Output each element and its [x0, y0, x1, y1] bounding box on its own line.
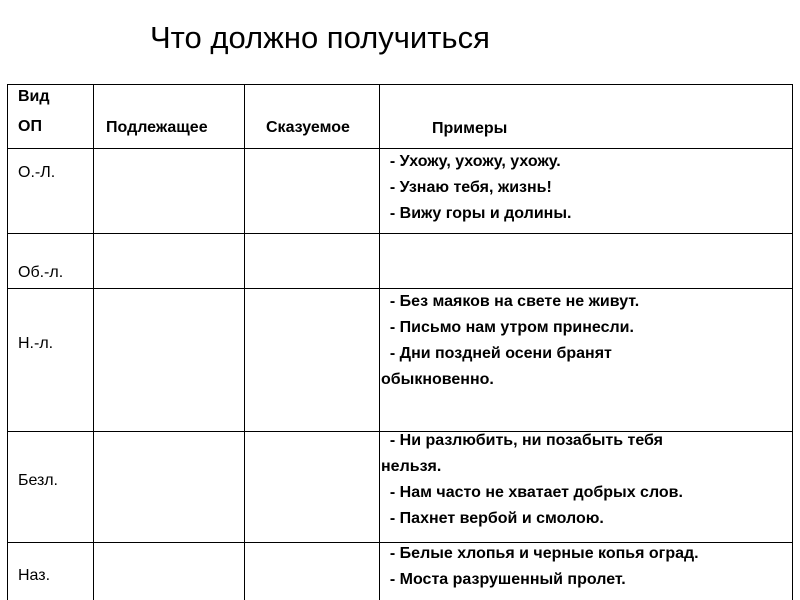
row-type-ol: О.-Л. [18, 164, 56, 181]
examples-bezl [381, 428, 791, 532]
examples-ol [381, 149, 791, 227]
examples-naz [381, 541, 791, 593]
example-line: - Без маяков на свете не живут. [381, 293, 640, 310]
header-predicate: Сказуемое [266, 119, 350, 136]
example-line: - Ухожу, ухожу, ухожу. [381, 153, 561, 170]
example-line: нельзя. [381, 458, 442, 475]
row-type-naz: Наз. [18, 567, 51, 584]
example-line: - Письмо нам утром принесли. [381, 319, 634, 336]
examples-nl [381, 289, 791, 393]
example-line: - Пахнет вербой и смолою. [381, 510, 604, 527]
example-line: - Дни поздней осени бранят [381, 345, 612, 362]
example-line: обыкновенно. [381, 371, 494, 388]
header-subject: Подлежащее [106, 119, 208, 136]
header-type-line1: Вид [18, 88, 50, 105]
example-line: - Нам часто не хватает добрых слов. [381, 484, 683, 501]
example-line: - Узнаю тебя, жизнь! [381, 179, 552, 196]
row-type-obl: Об.-л. [18, 264, 64, 281]
example-line: - Моста разрушенный пролет. [381, 571, 626, 588]
row-type-bezl: Безл. [18, 472, 58, 489]
page-title: Что должно получиться [150, 20, 490, 55]
example-line: - Белые хлопья и черные копья оград. [381, 545, 699, 562]
header-examples: Примеры [432, 120, 508, 137]
header-type-line2: ОП [18, 118, 42, 135]
row-type-nl: Н.-л. [18, 335, 54, 352]
example-line: - Вижу горы и долины. [381, 205, 572, 222]
example-line: - Ни разлюбить, ни позабыть тебя [381, 432, 664, 449]
